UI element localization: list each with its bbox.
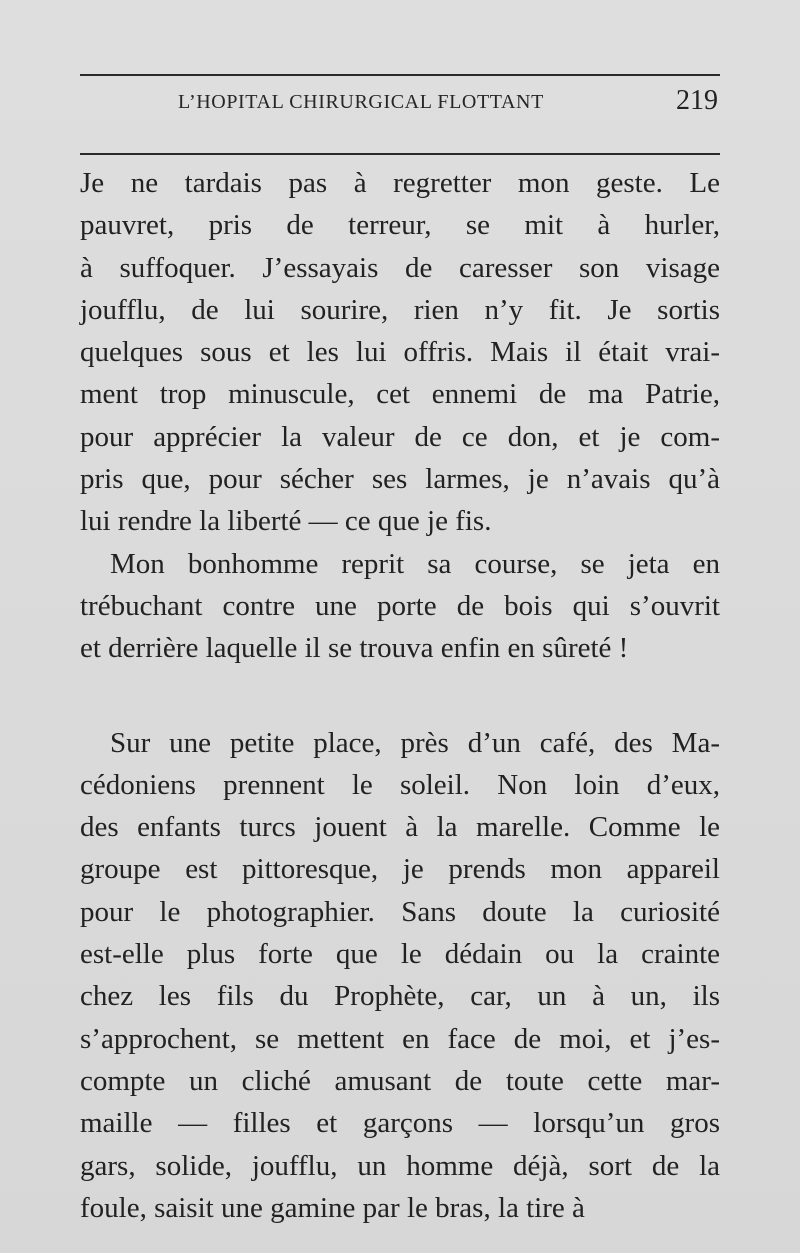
text-line: quelques sous et les lui offris. Mais il était vrai-: [80, 336, 720, 369]
header-bottom-rule: [80, 153, 720, 155]
paragraph: [80, 162, 720, 543]
text-line: lui rendre la liberté — ce que je fis.: [80, 505, 492, 538]
text-line: joufflu, de lui sourire, rien n’y fit. Je sortis: [80, 293, 720, 326]
page-number: 219: [676, 85, 718, 116]
text-line: pauvret, pris de terreur, se mit à hurler,: [80, 209, 720, 242]
text-line: ment trop minuscule, cet ennemi de ma Patrie,: [80, 378, 720, 411]
body-text: [80, 162, 720, 1229]
text-line: Sur une petite place, près d’un café, des Ma-: [110, 726, 720, 759]
header-top-rule: [80, 74, 720, 76]
section-break: [80, 670, 720, 722]
text-line: foule, saisit une gamine par le bras, la tire à: [80, 1191, 585, 1224]
text-line: cédoniens prennent le soleil. Non loin d’eux,: [80, 768, 720, 801]
text-line: chez les fils du Prophète, car, un à un, ils: [80, 980, 720, 1013]
text-line: des enfants turcs jouent à la marelle. Comme le: [80, 811, 720, 844]
running-head: [80, 85, 720, 119]
paragraph: [80, 543, 720, 670]
text-line: maille — filles et garçons — lorsqu’un gros: [80, 1107, 720, 1140]
text-line: Mon bonhomme reprit sa course, se jeta en: [110, 547, 720, 580]
paragraph: [80, 722, 720, 1230]
text-line: groupe est pittoresque, je prends mon appareil: [80, 853, 720, 886]
text-line: gars, solide, joufflu, un homme déjà, sort de la: [80, 1149, 720, 1182]
text-line: est-elle plus forte que le dédain ou la crainte: [80, 938, 720, 971]
text-line: à suffoquer. J’essayais de caresser son visage: [80, 251, 720, 284]
text-line: et derrière laquelle il se trouva enfin en sûreté !: [80, 632, 629, 665]
running-title: L’HOPITAL CHIRURGICAL FLOTTANT: [178, 91, 544, 113]
text-line: trébuchant contre une porte de bois qui s’ouvrit: [80, 589, 720, 622]
text-line: s’approchent, se mettent en face de moi, et j’es-: [80, 1022, 720, 1055]
text-line: pour le photographier. Sans doute la curiosité: [80, 895, 720, 928]
text-line: pris que, pour sécher ses larmes, je n’avais qu’à: [80, 463, 720, 496]
text-line: Je ne tardais pas à regretter mon geste. Le: [80, 167, 720, 199]
text-line: compte un cliché amusant de toute cette mar-: [80, 1064, 720, 1097]
text-line: pour apprécier la valeur de ce don, et je com-: [80, 420, 720, 453]
